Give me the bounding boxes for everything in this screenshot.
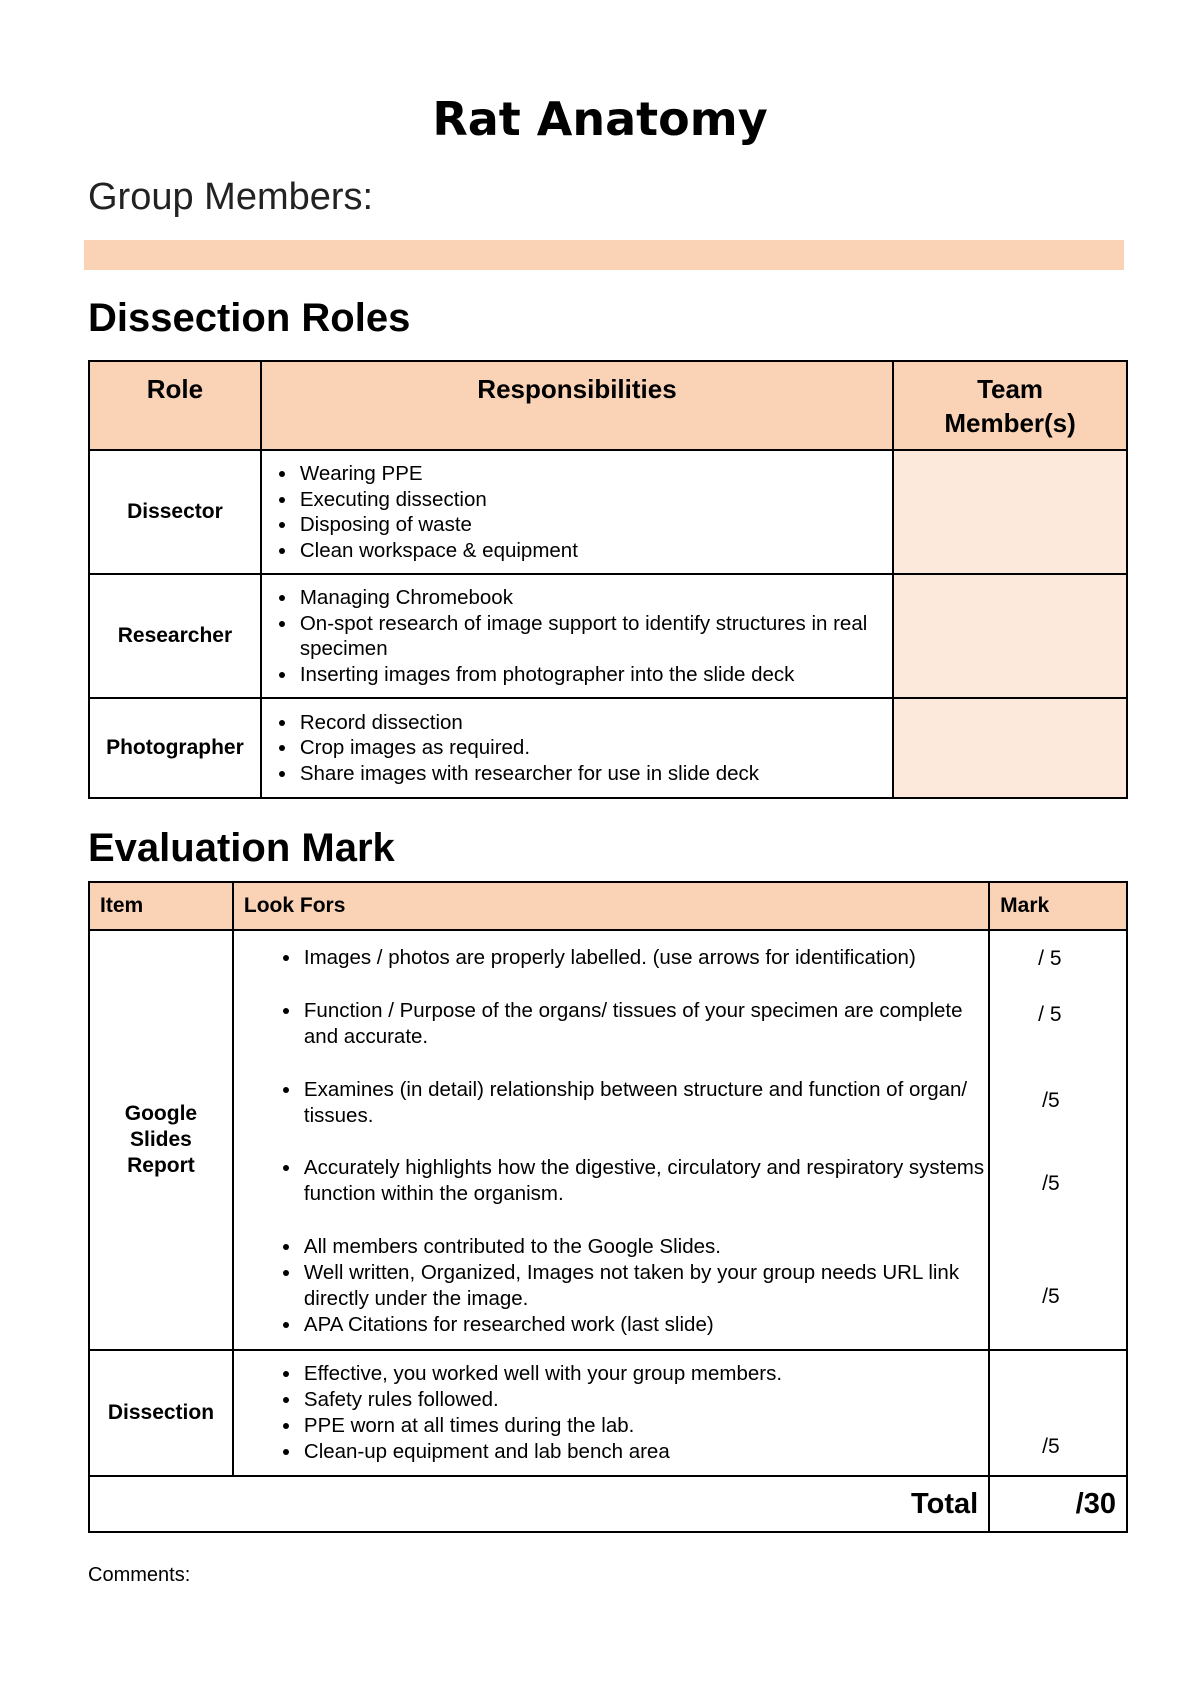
eval-item-dissection: Dissection: [89, 1350, 233, 1476]
look-fors-list: [280, 1077, 1002, 1129]
list-item: • Function / Purpose of the organs/ tissues of your specimen are complete and accurate.: [302, 998, 1002, 1050]
look-fors-cell: [233, 930, 989, 1350]
roles-table: [88, 360, 1128, 799]
list-item: • Accurately highlights how the digestive, circulatory and respiratory systems function within the organism.: [302, 1155, 1002, 1207]
list-item: • PPE worn at all times during the lab.: [302, 1413, 988, 1439]
evaluation-table: [88, 881, 1128, 1533]
evaluation-heading: Evaluation Mark: [88, 826, 395, 870]
list-item: • Well written, Organized, Images not taken by your group needs URL link directly under the image.: [302, 1260, 1002, 1312]
roles-heading: Dissection Roles: [88, 296, 411, 340]
look-fors-cell: [233, 1350, 989, 1476]
total-row: [89, 1476, 1127, 1532]
mark-value: /5: [1042, 1285, 1060, 1308]
list-item: • Share images with researcher for use in slide deck: [298, 761, 892, 787]
mark-value: / 5: [1038, 1003, 1062, 1026]
eval-item-google-slides: [89, 930, 233, 1350]
list-item: • APA Citations for researched work (last slide): [302, 1312, 1002, 1338]
responsibilities-list: [262, 461, 892, 563]
list-item: • All members contributed to the Google Slides.: [302, 1234, 1002, 1260]
roles-header-responsibilities: Responsibilities: [261, 361, 893, 450]
roles-header-team-members: Team Member(s): [893, 361, 1127, 450]
comments-label: Comments:: [88, 1564, 191, 1586]
list-item: • Effective, you worked well with your group members.: [302, 1361, 988, 1387]
list-item: • Examines (in detail) relationship between structure and function of organ/ tissues.: [302, 1077, 1002, 1129]
marks-cell: [989, 930, 1127, 1350]
table-row: [89, 1350, 1127, 1476]
list-item: • Clean-up equipment and lab bench area: [302, 1439, 988, 1465]
team-member-cell[interactable]: [893, 698, 1127, 798]
mark-value: /5: [989, 1350, 1127, 1476]
responsibilities-list: [262, 710, 892, 787]
responsibilities-list: [262, 585, 892, 687]
look-fors-list: [280, 1155, 1002, 1207]
list-item: • Inserting images from photographer into the slide deck: [298, 662, 892, 688]
role-name: Researcher: [89, 574, 261, 698]
page-title: Rat Anatomy: [432, 92, 768, 146]
eval-item-label: Google Slides Report: [124, 1102, 198, 1177]
group-members-label: Group Members:: [88, 176, 374, 218]
look-fors-list: [280, 945, 1002, 971]
roles-header-role: Role: [89, 361, 261, 450]
look-fors-list: [234, 1361, 988, 1465]
eval-header-look-fors: Look Fors: [233, 882, 989, 930]
look-fors-list: [280, 998, 1002, 1050]
list-item: • On-spot research of image support to identify structures in real specimen: [298, 611, 892, 662]
total-label: Total: [89, 1476, 989, 1532]
eval-header-mark: Mark: [989, 882, 1127, 930]
list-item: • Executing dissection: [298, 487, 892, 513]
list-item: • Wearing PPE: [298, 461, 892, 487]
group-members-field[interactable]: [84, 240, 1124, 270]
total-value: /30: [989, 1476, 1127, 1532]
role-name: Dissector: [89, 450, 261, 574]
mark-value: /5: [1042, 1172, 1060, 1195]
table-row: [89, 930, 1127, 1350]
list-item: • Crop images as required.: [298, 735, 892, 761]
eval-header-item: Item: [89, 882, 233, 930]
role-name: Photographer: [89, 698, 261, 798]
table-row: [89, 574, 1127, 698]
list-item: • Safety rules followed.: [302, 1387, 988, 1413]
table-row: [89, 698, 1127, 798]
list-item: • Clean workspace & equipment: [298, 538, 892, 564]
mark-value: / 5: [1038, 947, 1062, 970]
mark-value: /5: [1042, 1089, 1060, 1112]
list-item: • Images / photos are properly labelled. (use arrows for identification): [302, 945, 1002, 971]
team-member-cell[interactable]: [893, 574, 1127, 698]
list-item: • Record dissection: [298, 710, 892, 736]
look-fors-list: [280, 1234, 1002, 1338]
list-item: • Disposing of waste: [298, 512, 892, 538]
list-item: • Managing Chromebook: [298, 585, 892, 611]
team-member-cell[interactable]: [893, 450, 1127, 574]
table-row: [89, 450, 1127, 574]
